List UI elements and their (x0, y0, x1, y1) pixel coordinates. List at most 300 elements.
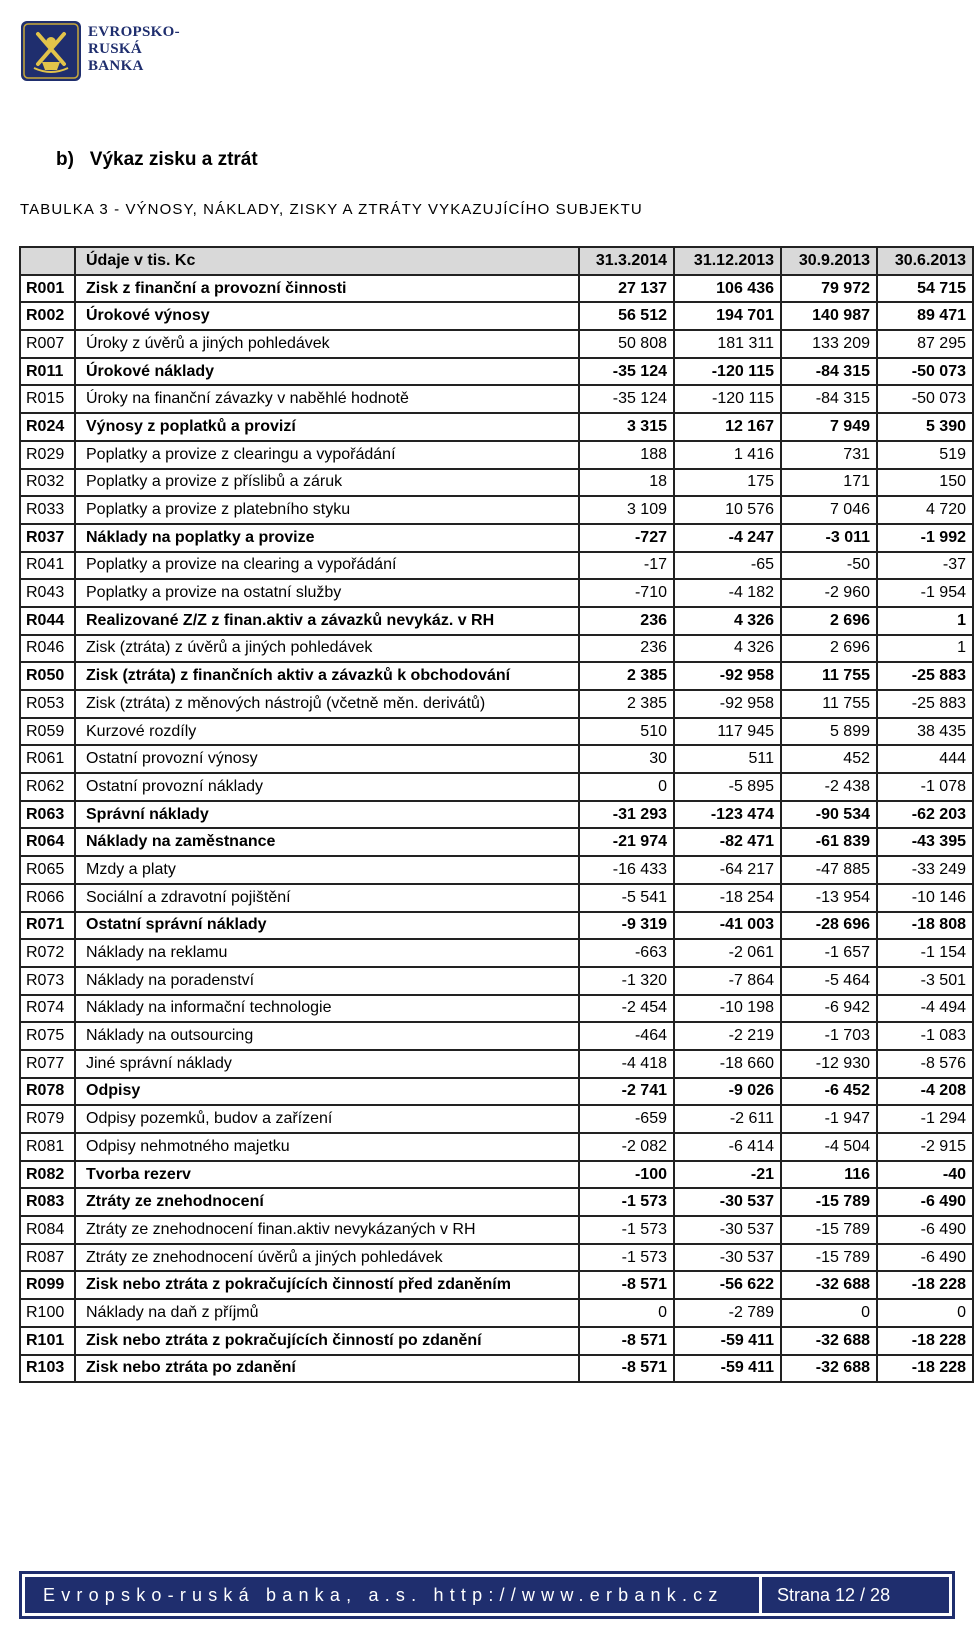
table-caption: TABULKA 3 - VÝNOSY, NÁKLADY, ZISKY A ZTRÁTY VYKAZUJÍCÍHO SUBJEKTU (20, 201, 643, 218)
row-value: -6 490 (877, 1244, 973, 1272)
row-code: R074 (20, 995, 75, 1023)
row-value: 106 436 (674, 275, 781, 303)
row-value: -92 958 (674, 662, 781, 690)
table-row (20, 552, 973, 580)
row-value: -59 411 (674, 1355, 781, 1383)
row-value: 181 311 (674, 330, 781, 358)
row-value: -1 657 (781, 939, 877, 967)
row-value: -50 073 (877, 358, 973, 386)
row-code: R084 (20, 1216, 75, 1244)
row-value: 511 (674, 745, 781, 773)
row-code: R103 (20, 1355, 75, 1383)
row-value: -40 (877, 1161, 973, 1189)
row-code: R061 (20, 745, 75, 773)
row-value: 236 (579, 635, 674, 663)
row-value: -6 414 (674, 1133, 781, 1161)
row-value: 89 471 (877, 302, 973, 330)
row-code: R053 (20, 690, 75, 718)
table-row (20, 1078, 973, 1106)
row-value: 38 435 (877, 718, 973, 746)
row-code: R043 (20, 579, 75, 607)
row-name: Ostatní správní náklady (75, 912, 579, 940)
row-value: 519 (877, 441, 973, 469)
row-code: R071 (20, 912, 75, 940)
table-row (20, 773, 973, 801)
table-row (20, 496, 973, 524)
row-value: 79 972 (781, 275, 877, 303)
row-value: 1 416 (674, 441, 781, 469)
row-value: -65 (674, 552, 781, 580)
section-heading: b) Výkaz zisku a ztrát (56, 149, 258, 170)
row-value: -710 (579, 579, 674, 607)
page-footer (19, 1571, 955, 1619)
row-value: 731 (781, 441, 877, 469)
row-value: 54 715 (877, 275, 973, 303)
table-row (20, 1299, 973, 1327)
row-value: -92 958 (674, 690, 781, 718)
row-name: Náklady na poradenství (75, 967, 579, 995)
row-value: -30 537 (674, 1216, 781, 1244)
table-row (20, 358, 973, 386)
row-value: -82 471 (674, 828, 781, 856)
row-value: 11 755 (781, 690, 877, 718)
row-value: 7 949 (781, 413, 877, 441)
header-label: Údaje v tis. Kc (75, 247, 579, 275)
row-value: 0 (781, 1299, 877, 1327)
row-name: Zisk z finanční a provozní činnosti (75, 275, 579, 303)
row-value: 27 137 (579, 275, 674, 303)
row-value: -84 315 (781, 385, 877, 413)
row-value: -1 083 (877, 1022, 973, 1050)
row-value: -30 537 (674, 1188, 781, 1216)
row-code: R077 (20, 1050, 75, 1078)
row-value: -13 954 (781, 884, 877, 912)
row-value: 194 701 (674, 302, 781, 330)
row-value: -32 688 (781, 1271, 877, 1299)
row-value: -18 228 (877, 1271, 973, 1299)
row-value: -15 789 (781, 1216, 877, 1244)
table-row (20, 385, 973, 413)
row-value: -12 930 (781, 1050, 877, 1078)
row-code: R081 (20, 1133, 75, 1161)
bank-logo (20, 20, 180, 86)
row-code: R063 (20, 801, 75, 829)
row-code: R059 (20, 718, 75, 746)
header-period: 30.9.2013 (781, 247, 877, 275)
bank-name-line: RUSKÁ (88, 41, 143, 57)
row-code: R046 (20, 635, 75, 663)
row-code: R029 (20, 441, 75, 469)
row-name: Jiné správní náklady (75, 1050, 579, 1078)
table-row (20, 469, 973, 497)
row-name: Ztráty ze znehodnocení (75, 1188, 579, 1216)
row-value: -1 320 (579, 967, 674, 995)
row-value: 0 (579, 773, 674, 801)
row-code: R037 (20, 524, 75, 552)
table-row (20, 413, 973, 441)
bank-name-line: EVROPSKO- (88, 24, 180, 40)
row-name: Výnosy z poplatků a provizí (75, 413, 579, 441)
row-value: 87 295 (877, 330, 973, 358)
row-value: -37 (877, 552, 973, 580)
row-value: -17 (579, 552, 674, 580)
row-value: -2 219 (674, 1022, 781, 1050)
table-row (20, 884, 973, 912)
table-row (20, 1050, 973, 1078)
row-name: Poplatky a provize na ostatní služby (75, 579, 579, 607)
bank-name (88, 24, 180, 75)
row-value: -43 395 (877, 828, 973, 856)
table-header-row (20, 247, 973, 275)
row-code: R024 (20, 413, 75, 441)
row-value: -25 883 (877, 662, 973, 690)
row-name: Tvorba rezerv (75, 1161, 579, 1189)
row-code: R002 (20, 302, 75, 330)
row-code: R041 (20, 552, 75, 580)
row-value: 2 696 (781, 635, 877, 663)
row-value: 7 046 (781, 496, 877, 524)
row-name: Náklady na informační technologie (75, 995, 579, 1023)
row-name: Náklady na outsourcing (75, 1022, 579, 1050)
row-value: -10 198 (674, 995, 781, 1023)
row-value: -62 203 (877, 801, 973, 829)
row-code: R099 (20, 1271, 75, 1299)
row-value: 4 720 (877, 496, 973, 524)
table-row (20, 607, 973, 635)
row-value: -9 026 (674, 1078, 781, 1106)
footer-company: Evropsko-ruská banka, a.s. http://www.erbank.cz (43, 1585, 724, 1605)
row-value: -4 494 (877, 995, 973, 1023)
row-name: Ostatní provozní náklady (75, 773, 579, 801)
row-name: Ostatní provozní výnosy (75, 745, 579, 773)
row-value: -1 154 (877, 939, 973, 967)
row-value: -64 217 (674, 856, 781, 884)
row-value: 171 (781, 469, 877, 497)
row-value: -2 438 (781, 773, 877, 801)
row-value: -4 418 (579, 1050, 674, 1078)
row-value: -33 249 (877, 856, 973, 884)
row-value: -4 208 (877, 1078, 973, 1106)
row-code: R064 (20, 828, 75, 856)
row-value: -59 411 (674, 1327, 781, 1355)
row-value: -18 660 (674, 1050, 781, 1078)
row-name: Náklady na daň z příjmů (75, 1299, 579, 1327)
row-value: -1 573 (579, 1244, 674, 1272)
table-row (20, 662, 973, 690)
row-value: 2 696 (781, 607, 877, 635)
row-name: Poplatky a provize z platebního styku (75, 496, 579, 524)
row-value: -2 082 (579, 1133, 674, 1161)
row-value: 50 808 (579, 330, 674, 358)
table-row (20, 1355, 973, 1383)
row-code: R062 (20, 773, 75, 801)
row-code: R087 (20, 1244, 75, 1272)
row-code: R044 (20, 607, 75, 635)
table-body (20, 275, 973, 1383)
row-value: -2 741 (579, 1078, 674, 1106)
row-value: 188 (579, 441, 674, 469)
row-value: -4 504 (781, 1133, 877, 1161)
row-value: -16 433 (579, 856, 674, 884)
row-value: 3 109 (579, 496, 674, 524)
row-code: R078 (20, 1078, 75, 1106)
row-value: -8 576 (877, 1050, 973, 1078)
row-value: 5 390 (877, 413, 973, 441)
row-value: 0 (877, 1299, 973, 1327)
row-value: -1 294 (877, 1105, 973, 1133)
row-value: 56 512 (579, 302, 674, 330)
row-value: -15 789 (781, 1244, 877, 1272)
row-value: 116 (781, 1161, 877, 1189)
table-row (20, 1327, 973, 1355)
row-value: -3 501 (877, 967, 973, 995)
table-row (20, 441, 973, 469)
row-value: -2 960 (781, 579, 877, 607)
row-value: -727 (579, 524, 674, 552)
row-value: -100 (579, 1161, 674, 1189)
row-value: -8 571 (579, 1271, 674, 1299)
row-value: -120 115 (674, 358, 781, 386)
row-value: 5 899 (781, 718, 877, 746)
row-value: -10 146 (877, 884, 973, 912)
row-name: Odpisy pozemků, budov a zařízení (75, 1105, 579, 1133)
row-value: -47 885 (781, 856, 877, 884)
row-value: 3 315 (579, 413, 674, 441)
row-name: Zisk nebo ztráta po zdanění (75, 1355, 579, 1383)
row-code: R066 (20, 884, 75, 912)
profit-loss-table (19, 246, 974, 1383)
row-code: R011 (20, 358, 75, 386)
table-row (20, 801, 973, 829)
row-value: -32 688 (781, 1327, 877, 1355)
row-value: -1 947 (781, 1105, 877, 1133)
row-value: -50 (781, 552, 877, 580)
row-code: R073 (20, 967, 75, 995)
row-value: -1 954 (877, 579, 973, 607)
row-name: Úrokové náklady (75, 358, 579, 386)
table-row (20, 1105, 973, 1133)
row-code: R083 (20, 1188, 75, 1216)
table-row (20, 1161, 973, 1189)
row-value: -5 541 (579, 884, 674, 912)
row-value: -5 464 (781, 967, 877, 995)
row-name: Realizované Z/Z z finan.aktiv a závazků nevykáz. v RH (75, 607, 579, 635)
row-code: R075 (20, 1022, 75, 1050)
row-value: -120 115 (674, 385, 781, 413)
table-row (20, 1133, 973, 1161)
row-value: -8 571 (579, 1327, 674, 1355)
row-name: Zisk (ztráta) z finančních aktiv a závazků k obchodování (75, 662, 579, 690)
row-value: -61 839 (781, 828, 877, 856)
row-value: 117 945 (674, 718, 781, 746)
row-value: -659 (579, 1105, 674, 1133)
row-code: R082 (20, 1161, 75, 1189)
table-row (20, 524, 973, 552)
row-value: -84 315 (781, 358, 877, 386)
row-code: R101 (20, 1327, 75, 1355)
header-period: 30.6.2013 (877, 247, 973, 275)
table-row (20, 939, 973, 967)
row-value: 1 (877, 635, 973, 663)
row-value: 133 209 (781, 330, 877, 358)
bank-crest-icon (20, 20, 82, 82)
row-code: R001 (20, 275, 75, 303)
row-code: R072 (20, 939, 75, 967)
page-number: Strana 12 / 28 (777, 1585, 891, 1605)
row-name: Mzdy a platy (75, 856, 579, 884)
row-value: -28 696 (781, 912, 877, 940)
row-code: R007 (20, 330, 75, 358)
row-name: Poplatky a provize z příslibů a záruk (75, 469, 579, 497)
row-value: 510 (579, 718, 674, 746)
row-name: Zisk (ztráta) z úvěrů a jiných pohledávek (75, 635, 579, 663)
table-row (20, 275, 973, 303)
row-value: -21 974 (579, 828, 674, 856)
row-name: Správní náklady (75, 801, 579, 829)
row-value: 150 (877, 469, 973, 497)
row-code: R079 (20, 1105, 75, 1133)
row-value: -90 534 (781, 801, 877, 829)
row-value: 30 (579, 745, 674, 773)
row-name: Úrokové výnosy (75, 302, 579, 330)
table-row (20, 912, 973, 940)
row-value: -30 537 (674, 1244, 781, 1272)
row-value: -21 (674, 1161, 781, 1189)
row-name: Odpisy nehmotného majetku (75, 1133, 579, 1161)
row-value: -6 452 (781, 1078, 877, 1106)
row-value: -4 182 (674, 579, 781, 607)
row-value: -1 703 (781, 1022, 877, 1050)
row-name: Poplatky a provize z clearingu a vypořádání (75, 441, 579, 469)
row-value: -9 319 (579, 912, 674, 940)
row-value: -1 573 (579, 1188, 674, 1216)
row-name: Ztráty ze znehodnocení úvěrů a jiných pohledávek (75, 1244, 579, 1272)
table-row (20, 690, 973, 718)
row-value: -18 228 (877, 1327, 973, 1355)
table-row (20, 745, 973, 773)
row-value: -5 895 (674, 773, 781, 801)
row-value: 140 987 (781, 302, 877, 330)
row-value: -2 454 (579, 995, 674, 1023)
table-row (20, 330, 973, 358)
table-row (20, 1244, 973, 1272)
row-value: -41 003 (674, 912, 781, 940)
table-row (20, 635, 973, 663)
row-name: Poplatky a provize na clearing a vypořádání (75, 552, 579, 580)
header-code-cell (20, 247, 75, 275)
header-period: 31.12.2013 (674, 247, 781, 275)
row-value: -35 124 (579, 385, 674, 413)
row-value: -15 789 (781, 1188, 877, 1216)
row-value: 4 326 (674, 607, 781, 635)
row-name: Sociální a zdravotní pojištění (75, 884, 579, 912)
row-value: -7 864 (674, 967, 781, 995)
row-value: -31 293 (579, 801, 674, 829)
table-row (20, 828, 973, 856)
row-name: Ztráty ze znehodnocení finan.aktiv nevykázaných v RH (75, 1216, 579, 1244)
row-name: Náklady na reklamu (75, 939, 579, 967)
row-value: -50 073 (877, 385, 973, 413)
header-period: 31.3.2014 (579, 247, 674, 275)
row-value: -6 490 (877, 1188, 973, 1216)
row-name: Kurzové rozdíly (75, 718, 579, 746)
row-name: Odpisy (75, 1078, 579, 1106)
table-row (20, 579, 973, 607)
row-code: R100 (20, 1299, 75, 1327)
table-row (20, 302, 973, 330)
row-value: -1 573 (579, 1216, 674, 1244)
row-value: -6 942 (781, 995, 877, 1023)
row-value: -18 228 (877, 1355, 973, 1383)
row-value: 12 167 (674, 413, 781, 441)
row-name: Zisk (ztráta) z měnových nástrojů (včetně měn. derivátů) (75, 690, 579, 718)
table-row (20, 1188, 973, 1216)
row-value: -2 915 (877, 1133, 973, 1161)
table-row (20, 1216, 973, 1244)
row-value: -2 789 (674, 1299, 781, 1327)
row-value: 11 755 (781, 662, 877, 690)
row-name: Zisk nebo ztráta z pokračujících činností před zdaněním (75, 1271, 579, 1299)
table-row (20, 995, 973, 1023)
row-value: 175 (674, 469, 781, 497)
row-value: 236 (579, 607, 674, 635)
table-row (20, 967, 973, 995)
row-code: R032 (20, 469, 75, 497)
row-value: -56 622 (674, 1271, 781, 1299)
table-row (20, 1271, 973, 1299)
footer-divider (759, 1577, 762, 1613)
row-value: 0 (579, 1299, 674, 1327)
row-value: -1 078 (877, 773, 973, 801)
row-value: -1 992 (877, 524, 973, 552)
row-value: 4 326 (674, 635, 781, 663)
row-value: -2 611 (674, 1105, 781, 1133)
row-name: Náklady na zaměstnance (75, 828, 579, 856)
row-value: 444 (877, 745, 973, 773)
row-value: -25 883 (877, 690, 973, 718)
row-value: -3 011 (781, 524, 877, 552)
row-value: 18 (579, 469, 674, 497)
row-value: 2 385 (579, 662, 674, 690)
row-value: 2 385 (579, 690, 674, 718)
row-name: Úroky z úvěrů a jiných pohledávek (75, 330, 579, 358)
row-value: 10 576 (674, 496, 781, 524)
row-value: -464 (579, 1022, 674, 1050)
row-value: -6 490 (877, 1216, 973, 1244)
row-value: -18 254 (674, 884, 781, 912)
row-value: -4 247 (674, 524, 781, 552)
row-value: -2 061 (674, 939, 781, 967)
table-row (20, 856, 973, 884)
row-value: -32 688 (781, 1355, 877, 1383)
row-value: 452 (781, 745, 877, 773)
row-code: R050 (20, 662, 75, 690)
row-name: Zisk nebo ztráta z pokračujících činností po zdanění (75, 1327, 579, 1355)
row-value: -8 571 (579, 1355, 674, 1383)
table-row (20, 718, 973, 746)
row-code: R065 (20, 856, 75, 884)
table-row (20, 1022, 973, 1050)
row-code: R015 (20, 385, 75, 413)
row-name: Náklady na poplatky a provize (75, 524, 579, 552)
row-name: Úroky na finanční závazky v naběhlé hodnotě (75, 385, 579, 413)
row-value: 1 (877, 607, 973, 635)
row-value: -123 474 (674, 801, 781, 829)
row-value: -35 124 (579, 358, 674, 386)
row-value: -18 808 (877, 912, 973, 940)
row-code: R033 (20, 496, 75, 524)
row-value: -663 (579, 939, 674, 967)
